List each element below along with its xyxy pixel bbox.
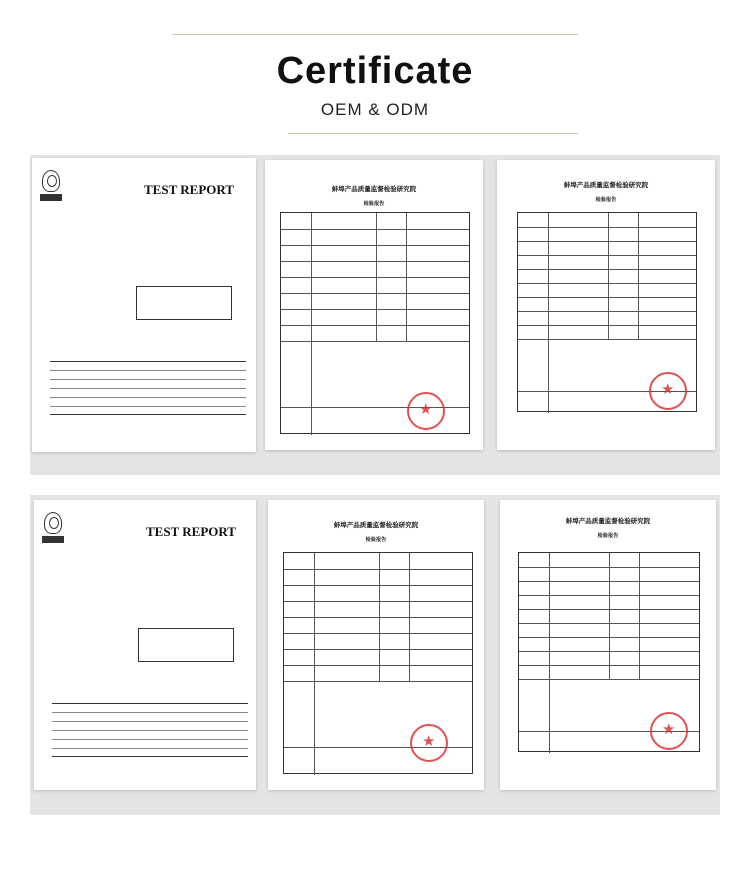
test-report-document <box>34 500 256 790</box>
test-report-document <box>32 158 256 452</box>
official-seal-icon <box>410 724 448 762</box>
page-subtitle: OEM & ODM <box>320 100 430 119</box>
overall-rating-box <box>136 286 232 320</box>
chinese-report-page-1 <box>268 500 484 790</box>
institute-name: 蚌埠产品质量监督检验研究院 <box>565 518 651 525</box>
overall-rating-box <box>138 628 234 662</box>
institute-name: 蚌埠产品质量监督检验研究院 <box>333 522 419 529</box>
report-title: 检验报告 <box>363 201 385 207</box>
official-seal-icon <box>649 372 687 410</box>
chinese-report-page-2 <box>497 160 715 450</box>
bureau-veritas-logo-icon <box>42 170 60 192</box>
bureau-veritas-logo-icon <box>44 512 62 534</box>
chinese-report-page-2 <box>500 500 716 790</box>
test-report-title: TEST REPORT <box>144 182 234 197</box>
header-divider-bottom <box>288 133 578 134</box>
institute-name: 蚌埠产品质量监督检验研究院 <box>331 186 417 193</box>
page-title: Certificate <box>276 50 474 92</box>
report-title: 检验报告 <box>597 533 619 539</box>
chinese-report-page-1 <box>265 160 483 450</box>
institute-name: 蚌埠产品质量监督检验研究院 <box>563 182 649 189</box>
sample-description-table <box>52 703 248 757</box>
official-seal-icon <box>407 392 445 430</box>
header-divider-top <box>172 34 578 35</box>
report-title: 检验报告 <box>365 537 387 543</box>
sample-description-table <box>50 361 246 415</box>
test-report-title: TEST REPORT <box>146 524 236 539</box>
official-seal-icon <box>650 712 688 750</box>
report-title: 检验报告 <box>595 197 617 203</box>
